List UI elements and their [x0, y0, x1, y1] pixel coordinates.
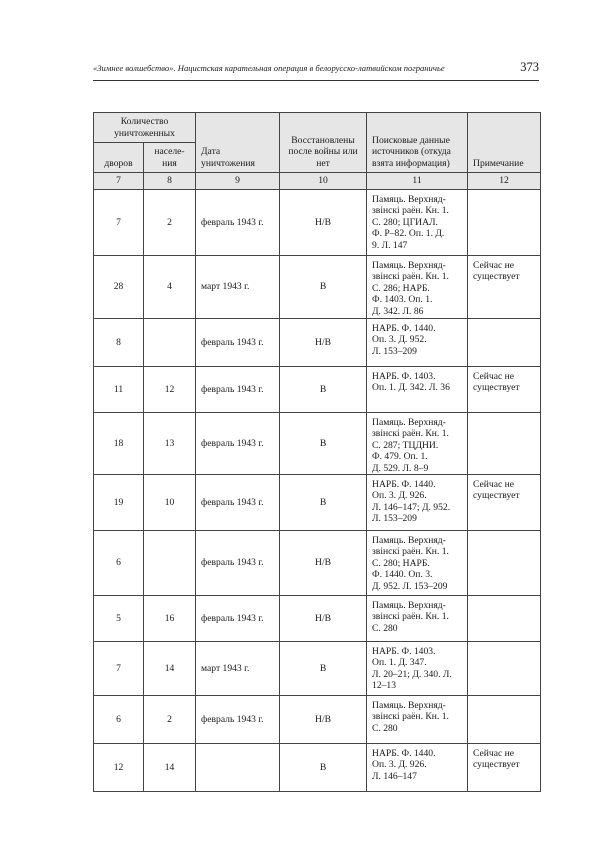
restored-cell: В — [280, 367, 367, 413]
restored-cell: Н/В — [280, 531, 367, 596]
table-row — [94, 190, 541, 256]
households-cell: 28 — [94, 256, 144, 319]
date-cell: март 1943 г. — [196, 256, 280, 319]
table-row — [94, 319, 541, 367]
population-cell: 2 — [144, 696, 196, 744]
restored-cell: В — [280, 744, 367, 792]
note-cell: Сейчас не существует — [468, 475, 541, 531]
date-cell: февраль 1943 г. — [196, 696, 280, 744]
population-cell: 14 — [144, 642, 196, 696]
running-header — [93, 60, 539, 81]
date-cell — [196, 744, 280, 792]
households-cell: 19 — [94, 475, 144, 531]
restored-cell: В — [280, 413, 367, 475]
header-households: дворов — [94, 143, 144, 173]
note-cell — [468, 319, 541, 367]
table-row — [94, 696, 541, 744]
running-header-title: «Зимнее волшебство». Нацистская карательная операция в белорусско-латвийском пограничье — [93, 63, 445, 73]
source-cell: НАРБ. Ф. 1440. Оп. 3. Д. 926. Л. 146–147 — [367, 744, 468, 792]
header-population: населе- ния — [144, 143, 196, 173]
date-cell: февраль 1943 г. — [196, 475, 280, 531]
date-cell: февраль 1943 г. — [196, 367, 280, 413]
note-cell — [468, 642, 541, 696]
column-number: 8 — [144, 173, 196, 190]
source-cell: НАРБ. Ф. 1403. Оп. 1. Д. 342. Л. 36 — [367, 367, 468, 413]
date-cell: март 1943 г. — [196, 642, 280, 696]
note-cell — [468, 531, 541, 596]
source-cell: Памяць. Верхняд- звінскі раён. Кн. 1. С. 287; ТЦДНИ. Ф. 479. Оп. 1. Д. 529. Л. 8–9 — [367, 413, 468, 475]
table-row — [94, 744, 541, 792]
restored-cell: Н/В — [280, 596, 367, 642]
date-cell: февраль 1943 г. — [196, 596, 280, 642]
column-numbers-row — [94, 173, 541, 190]
source-cell: НАРБ. Ф. 1440. Оп. 3. Д. 952. Л. 153–209 — [367, 319, 468, 367]
population-cell — [144, 531, 196, 596]
population-cell: 10 — [144, 475, 196, 531]
restored-cell: Н/В — [280, 696, 367, 744]
table-row — [94, 596, 541, 642]
note-cell — [468, 596, 541, 642]
population-cell — [144, 319, 196, 367]
villages-table — [93, 112, 541, 792]
table-row — [94, 531, 541, 596]
restored-cell: Н/В — [280, 190, 367, 256]
table-row — [94, 642, 541, 696]
population-cell: 16 — [144, 596, 196, 642]
header-destroyed: Количество уничтоженных — [94, 113, 196, 143]
date-cell: февраль 1943 г. — [196, 531, 280, 596]
header-note: Примечание — [468, 113, 541, 173]
date-cell: февраль 1943 г. — [196, 190, 280, 256]
households-cell: 18 — [94, 413, 144, 475]
column-number: 9 — [196, 173, 280, 190]
note-cell: Сейчас не существует — [468, 744, 541, 792]
source-cell: НАРБ. Ф. 1403. Оп. 1. Д. 347. Л. 20–21; Д. 340. Л. 12–13 — [367, 642, 468, 696]
date-cell: февраль 1943 г. — [196, 413, 280, 475]
date-cell: февраль 1943 г. — [196, 319, 280, 367]
table-row — [94, 367, 541, 413]
population-cell: 4 — [144, 256, 196, 319]
source-cell: Памяць. Верхняд- звінскі раён. Кн. 1. С. 280; ЦГИАЛ. Ф. Р–82. Оп. 1. Д. 9. Л. 147 — [367, 190, 468, 256]
population-cell: 12 — [144, 367, 196, 413]
note-cell: Сейчас не существует — [468, 367, 541, 413]
header-restored: Восстановлены после войны или нет — [280, 113, 367, 173]
households-cell: 6 — [94, 696, 144, 744]
note-cell — [468, 696, 541, 744]
note-cell: Сейчас не существует — [468, 256, 541, 319]
table-row — [94, 256, 541, 319]
households-cell: 7 — [94, 190, 144, 256]
households-cell: 11 — [94, 367, 144, 413]
restored-cell: В — [280, 475, 367, 531]
households-cell: 7 — [94, 642, 144, 696]
column-number: 10 — [280, 173, 367, 190]
source-cell: Памяць. Верхняд- звінскі раён. Кн. 1. С. 280; НАРБ. Ф. 1440. Оп. 3. Д. 952. Л. 153–209 — [367, 531, 468, 596]
population-cell: 14 — [144, 744, 196, 792]
population-cell: 13 — [144, 413, 196, 475]
population-cell: 2 — [144, 190, 196, 256]
restored-cell: В — [280, 642, 367, 696]
households-cell: 12 — [94, 744, 144, 792]
table-row — [94, 413, 541, 475]
header-date: Дата уничтожения — [196, 113, 280, 173]
source-cell: НАРБ. Ф. 1440. Оп. 3. Д. 926. Л. 146–147; Д. 952. Л. 153–209 — [367, 475, 468, 531]
column-number: 12 — [468, 173, 541, 190]
source-cell: Памяць. Верхняд- звінскі раён. Кн. 1. С. 280 — [367, 596, 468, 642]
source-cell: Памяць. Верхняд- звінскі раён. Кн. 1. С. 286; НАРБ. Ф. 1403. Оп. 1. Д. 342. Л. 86 — [367, 256, 468, 319]
table-row — [94, 475, 541, 531]
restored-cell: Н/В — [280, 319, 367, 367]
note-cell — [468, 413, 541, 475]
column-number: 7 — [94, 173, 144, 190]
households-cell: 8 — [94, 319, 144, 367]
restored-cell: В — [280, 256, 367, 319]
header-sources: Поисковые данные источников (откуда взята информация) — [367, 113, 468, 173]
page-number: 373 — [520, 60, 539, 74]
column-number: 11 — [367, 173, 468, 190]
note-cell — [468, 190, 541, 256]
source-cell: Памяць. Верхняд- звінскі раён. Кн. 1. С. 280 — [367, 696, 468, 744]
households-cell: 5 — [94, 596, 144, 642]
households-cell: 6 — [94, 531, 144, 596]
